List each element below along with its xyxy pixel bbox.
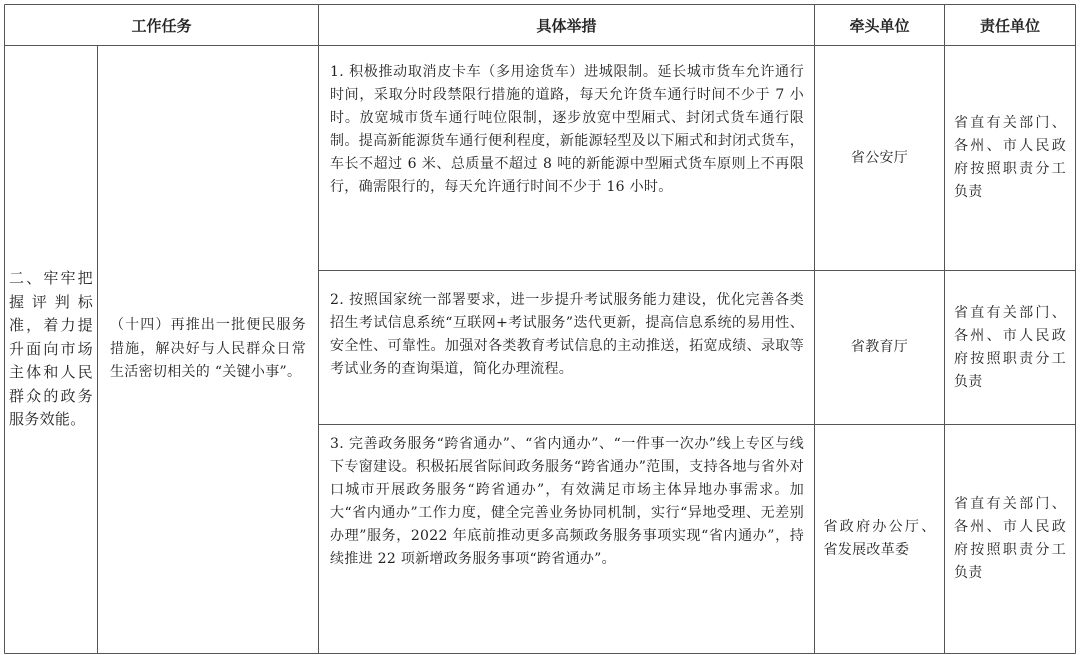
lead-unit-cell (815, 46, 944, 270)
responsible-unit-text: 省直有关部门、各州、市人民政府按照职责分工负责 (954, 304, 1066, 390)
header-responsible-unit: 责任单位 (979, 16, 1040, 35)
lead-unit-text: 省公安厅 (850, 149, 909, 166)
table-row (319, 425, 814, 653)
responsible-unit-cell (945, 46, 1075, 270)
header-task: 工作任务 (131, 16, 192, 35)
lead-unit-cell (815, 271, 944, 424)
lead-unit-text: 省政府办公厅、省发展改革委 (823, 519, 936, 558)
task-sub-cell (98, 46, 318, 653)
header-measures: 具体举措 (536, 16, 597, 35)
header-lead-unit: 牵头单位 (849, 16, 910, 35)
lead-unit-text: 省教育厅 (850, 339, 909, 355)
table-row (319, 271, 814, 424)
task-sub-text: （十四）再推出一批便民服务措施，解决好与人民群众日常生活密切相关的 “关键小事”。 (110, 317, 306, 381)
measure-text: 2. 按照国家统一部署要求，进一步提升考试服务能力建设，优化完善各类招生考试信息系统“互联网+考试服务”迭代更新，提高信息系统的易用性、安全性、可靠性。加强对各类教育考试信息的主动推送，拓宽成绩、录取等考试业务的查询渠道，简化办理流程。 (330, 292, 804, 377)
measure-text: 3. 完善政务服务“跨省通办”、“省内通办”、“一件事一次办”线上专区与线下专窗建设。积极拓展省际间政务服务“跨省通办”范围，支持各地与省外对口城市开展政务服务“跨省通办”，有效满足市场主体异地办事需求。加大“省内通办”工作力度，健全完善业务协同机制，实行“异地受理、无差别办理”服务，2022 年底前推动更多高频政务服务事项实现“省内通办”，持续推进 22 项新增政务服务事项“跨省通办”。 (330, 436, 804, 567)
task-main-cell (5, 46, 97, 653)
measure-text: 1. 积极推动取消皮卡车（多用途货车）进城限制。延长城市货车允许通行时间，采取分时段禁限行措施的道路，每天允许货车通行时间不少于 7 小时。放宽城市货车通行吨位限制，逐步放宽中型厢式、封闭式货车通行限制。提高新能源货车通行便利程度，新能源轻型及以下厢式和封闭式货车，车长不超过 6 米、总质量不超过 8 吨的新能源中型厢式货车原则上不再限行，确需限行的，每天允许通行时间不少于 16 小时。 (330, 64, 804, 195)
responsible-unit-cell (945, 271, 1075, 424)
responsible-unit-text: 省直有关部门、各州、市人民政府按照职责分工负责 (954, 496, 1066, 581)
lead-unit-cell (815, 425, 944, 653)
task-main-text: 二、牢牢把握评判标准，着力提升面向市场主体和人民群众的政务服务效能。 (9, 269, 93, 429)
responsible-unit-cell (945, 425, 1075, 653)
table-row (319, 46, 814, 270)
responsible-unit-text: 省直有关部门、各州、市人民政府按照职责分工负责 (954, 115, 1066, 200)
